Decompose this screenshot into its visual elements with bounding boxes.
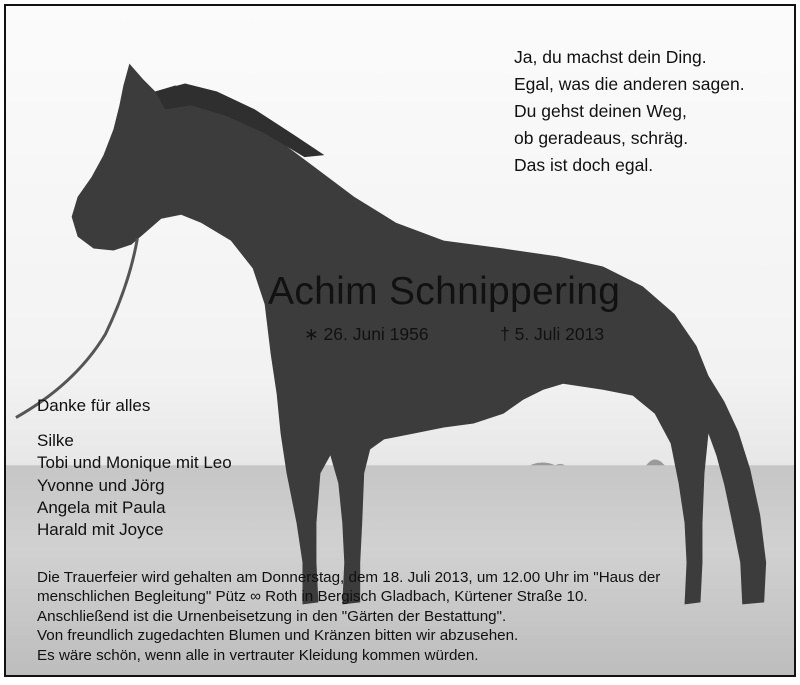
birth-date: ∗ 26. Juni 1956 xyxy=(304,324,429,344)
info-line: menschlichen Begleitung" Pütz ∞ Roth in Bergisch Gladbach, Kürtener Straße 10. xyxy=(37,588,588,606)
poem-line: Das ist doch egal. xyxy=(514,155,654,175)
funeral-info xyxy=(37,568,660,665)
family-member: Harald mit Joyce xyxy=(37,520,164,540)
family-member: Angela mit Paula xyxy=(37,497,166,517)
info-line: Anschließend ist die Urnenbeisetzung in den "Gärten der Bestattung". xyxy=(37,607,507,625)
family-member: Yvonne und Jörg xyxy=(37,475,165,495)
info-line: Es wäre schön, wenn alle in vertrauter Kleidung kommen würden. xyxy=(37,646,479,664)
obituary-notice xyxy=(4,4,796,677)
deceased-name: Achim Schnippering xyxy=(268,270,621,313)
info-line: Die Trauerfeier wird gehalten am Donnerstag, dem 18. Juli 2013, um 12.00 Uhr im "Haus der xyxy=(37,569,661,586)
family-list xyxy=(37,430,232,541)
info-line: Von freundlich zugedachten Blumen und Kränzen bitten wir abzusehen. xyxy=(37,627,519,645)
thanks-line: Danke für alles xyxy=(37,396,151,415)
poem-line: ob geradeaus, schräg. xyxy=(514,128,689,148)
poem xyxy=(514,44,745,179)
poem-line: Ja, du machst dein Ding. xyxy=(514,47,707,67)
poem-line: Du gehst deinen Weg, xyxy=(514,101,687,121)
poem-line: Egal, was die anderen sagen. xyxy=(514,74,745,94)
death-date: † 5. Juli 2013 xyxy=(500,324,605,344)
family-member: Tobi und Monique mit Leo xyxy=(37,453,232,473)
family-member: Silke xyxy=(37,431,74,450)
